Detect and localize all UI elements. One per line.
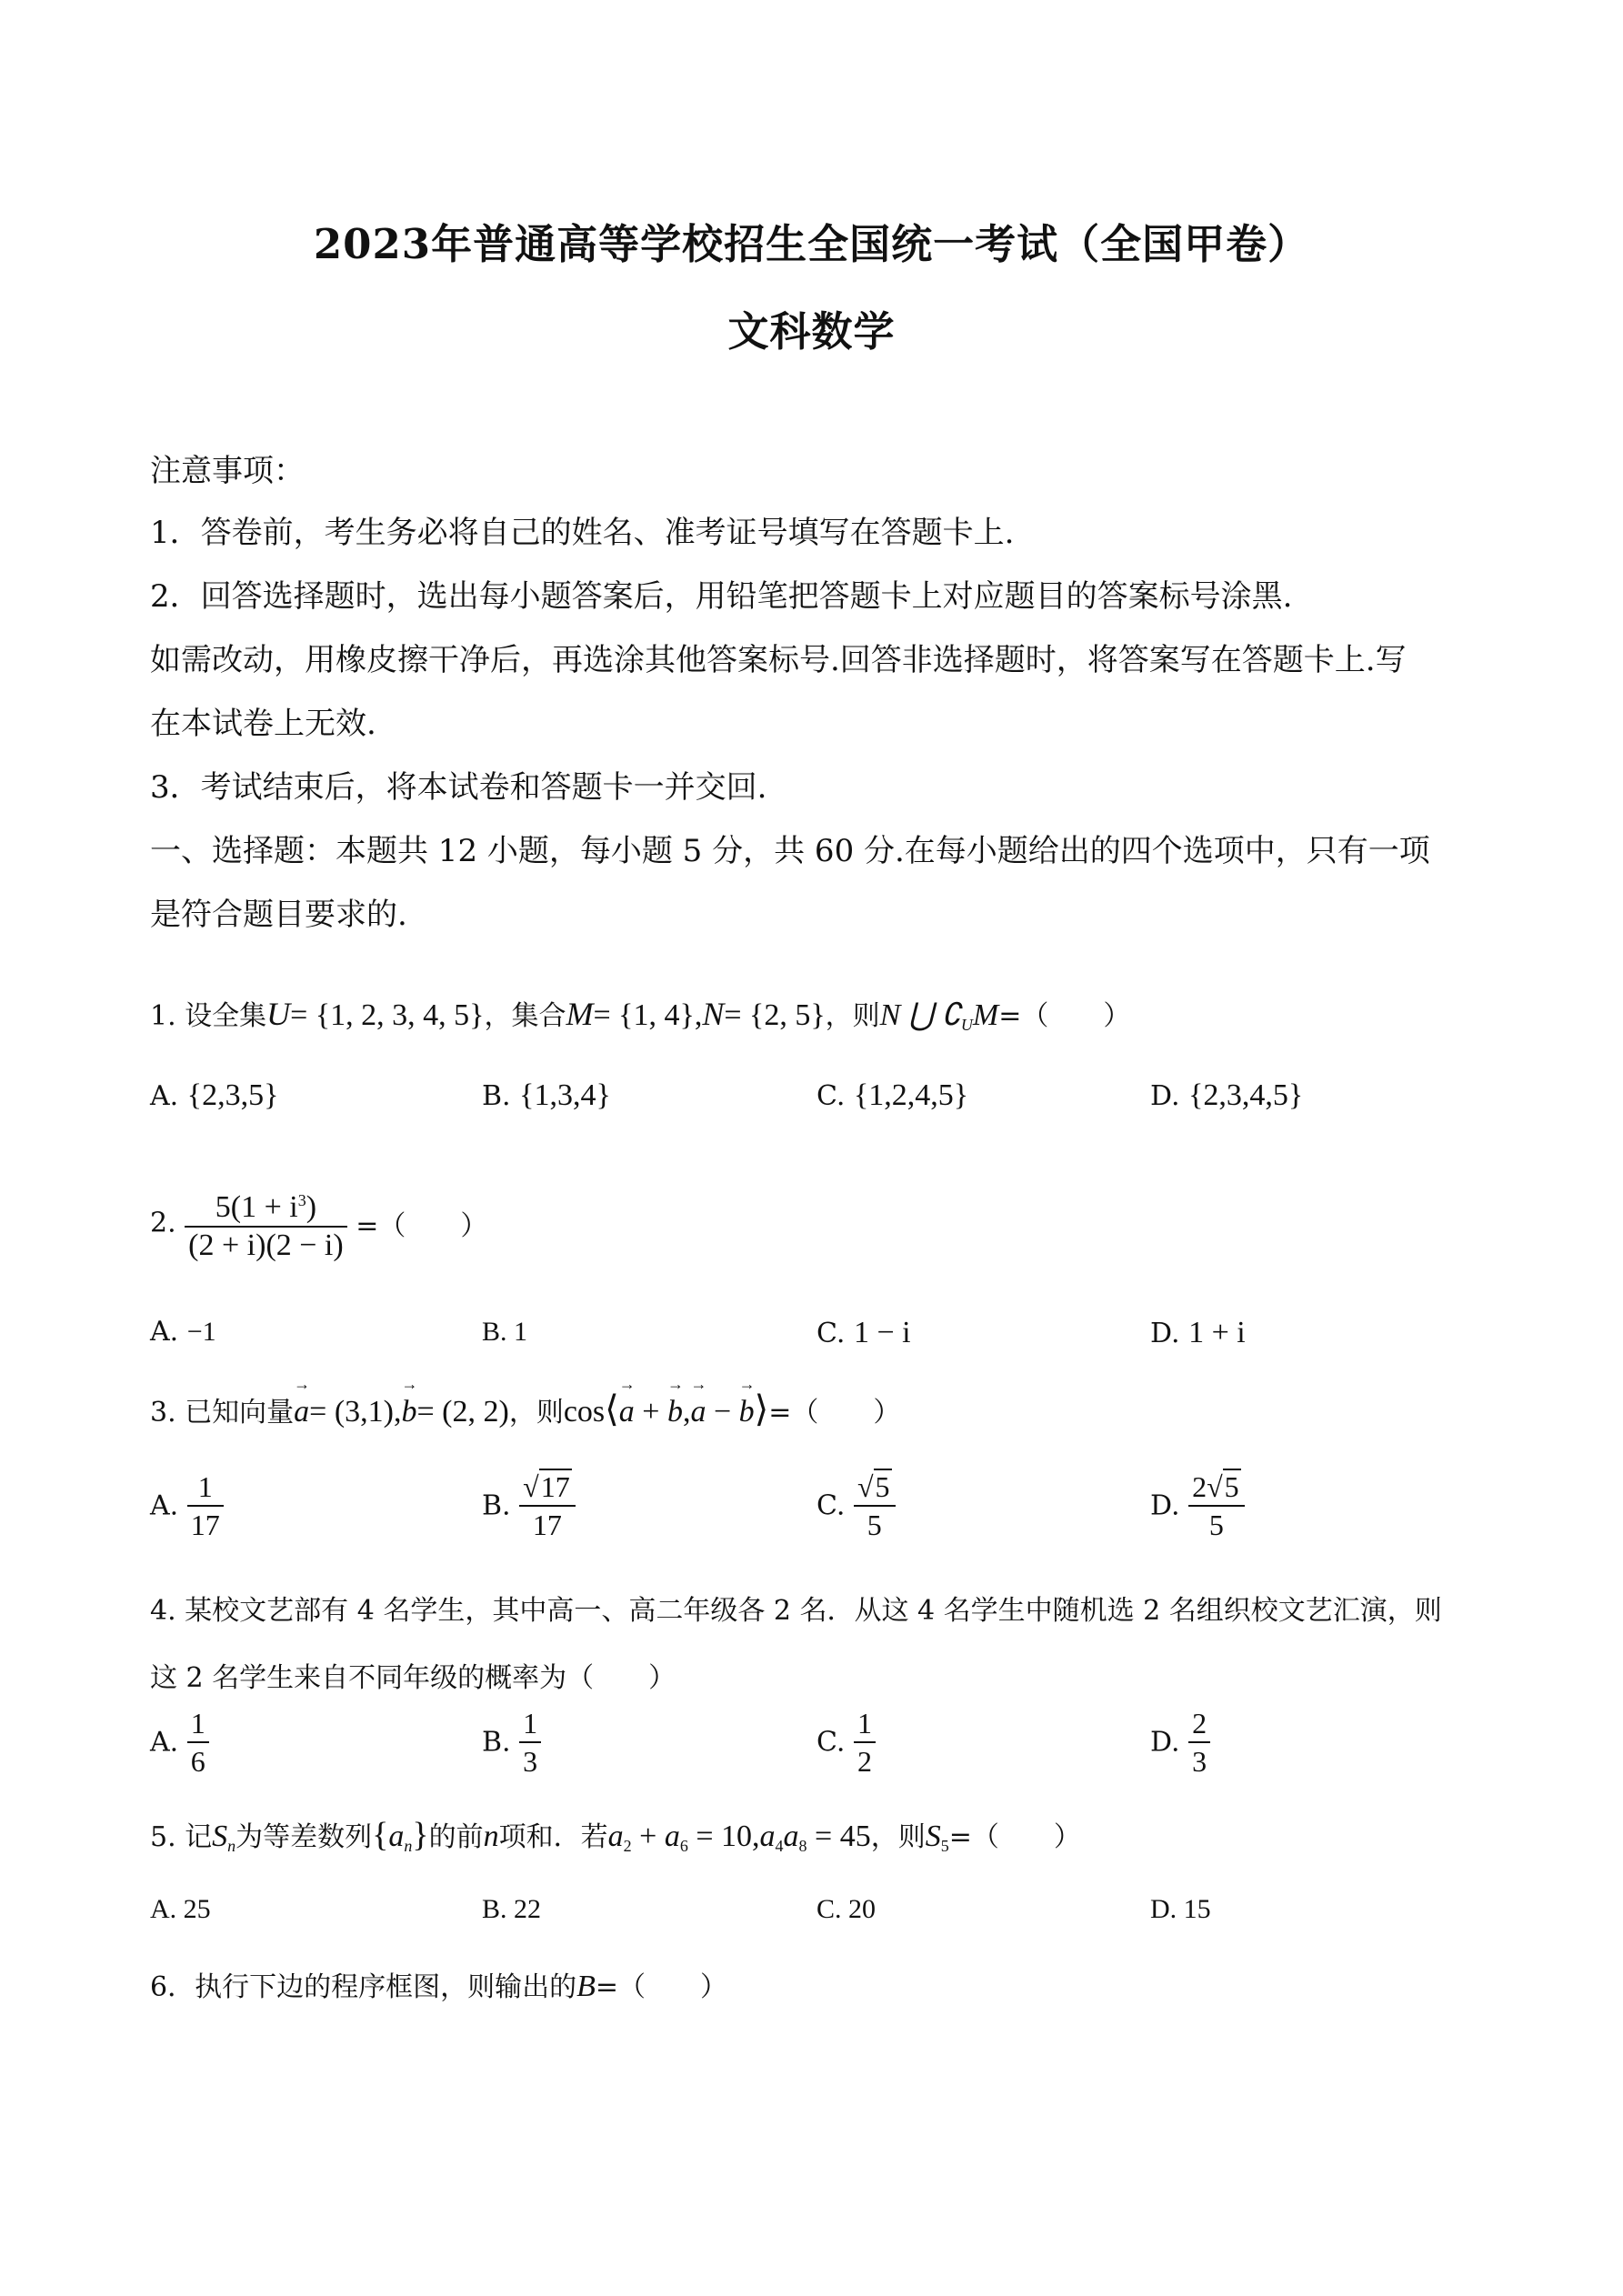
question-5: 5. 记$S_n$为等差数列$\{a_n\}$的前n项和．若$a_2 + a_6 = 10,a_4a_8 = 45$，则$S_5=$（ ） [150, 1816, 1081, 1855]
q4-option-a[interactable]: A. $\frac{1}{6}$ [150, 1705, 209, 1780]
q1-option-b[interactable]: B. {1,3,4} [482, 1078, 611, 1112]
q2-fraction: $\frac{5(1 + i^3)}{(2 + i)(2 - i)}$ [185, 1182, 347, 1264]
q4-option-b[interactable]: B. $\frac{1}{3}$ [482, 1705, 541, 1780]
q3-option-b[interactable]: B. $\frac{√17}{17}$ [482, 1469, 576, 1543]
notes-item-1: 1．答卷前，考生务必将自己的姓名、准考证号填写在答题卡上. [150, 515, 1015, 551]
section-heading-cont: 是符合题目要求的. [150, 897, 407, 933]
q1-number: 1. [150, 1000, 176, 1032]
q2-option-c[interactable]: C. 1 − i [817, 1316, 911, 1349]
q2-number: 2. [150, 1207, 176, 1239]
q5-option-b[interactable]: B. 22 [482, 1894, 542, 1924]
exam-title: 2023年普通高等学校招生全国统一考试（全国甲卷） [313, 220, 1310, 268]
section-heading: 一、选择题：本题共 12 小题，每小题 5 分，共 60 分.在每小题给出的四个选项中，只有一项 [150, 833, 1430, 869]
notes-heading: 注意事项： [150, 453, 305, 489]
notes-item-2-cont: 如需改动，用橡皮擦干净后，再选涂其他答案标号.回答非选择题时，将答案写在答题卡上.写 [150, 642, 1407, 678]
q5-option-c[interactable]: C. 20 [817, 1894, 877, 1924]
q5-option-a[interactable]: A. 25 [150, 1894, 211, 1924]
q4-option-d[interactable]: D. $\frac{2}{3}$ [1150, 1705, 1210, 1780]
question-2: 2. $\frac{5(1 + i^3)}{(2 + i)(2 - i)}$ =（ ） [150, 1182, 487, 1264]
q3-option-c[interactable]: C. $\frac{√5}{5}$ [817, 1469, 896, 1543]
question-6: 6．执行下边的程序框图，则输出的B=（ ） [150, 1970, 728, 2003]
notes-item-2: 2．回答选择题时，选出每小题答案后，用铅笔把答题卡上对应题目的答案标号涂黑. [150, 578, 1293, 615]
question-4-cont: 这 2 名学生来自不同年级的概率为（ ） [150, 1662, 676, 1694]
question-3: 3. 已知向量→ a= (3,1),→ b= (2, 2)，则cos⟨→ a + → b,→ a − → b⟩=（ ） [150, 1388, 900, 1430]
q3-number: 3. [150, 1397, 176, 1429]
q2-option-a[interactable]: A. −1 [150, 1316, 216, 1348]
q3-option-d[interactable]: D. $\frac{2√5}{5}$ [1150, 1469, 1245, 1543]
notes-item-2-cont2: 在本试卷上无效. [150, 706, 376, 742]
q5-number: 5. [150, 1821, 176, 1853]
exam-subtitle: 文科数学 [727, 307, 896, 356]
q4-option-c[interactable]: C. $\frac{1}{2}$ [817, 1705, 876, 1780]
question-1: 1. 设全集U= {1, 2, 3, 4, 5}，集合M= {1, 4},N= {2, 5}，则N ⋃ $∁_UM=$（ ） [150, 996, 1131, 1034]
q2-option-d[interactable]: D. 1 + i [1150, 1316, 1246, 1349]
q1-option-c[interactable]: C. {1,2,4,5} [817, 1078, 969, 1112]
q5-option-d[interactable]: D. 15 [1150, 1894, 1211, 1924]
question-4: 4. 某校文艺部有 4 名学生，其中高一、高二年级各 2 名．从这 4 名学生中随机选 2 名组织校文艺汇演，则 [150, 1595, 1442, 1627]
notes-item-3: 3．考试结束后，将本试卷和答题卡一并交回. [150, 769, 767, 806]
q1-option-d[interactable]: D. {2,3,4,5} [1150, 1078, 1304, 1112]
q2-option-b[interactable]: B. 1 [482, 1317, 528, 1347]
q1-option-a[interactable]: A. {2,3,5} [150, 1078, 279, 1112]
q3-option-a[interactable]: A. $\frac{1}{17}$ [150, 1469, 224, 1543]
